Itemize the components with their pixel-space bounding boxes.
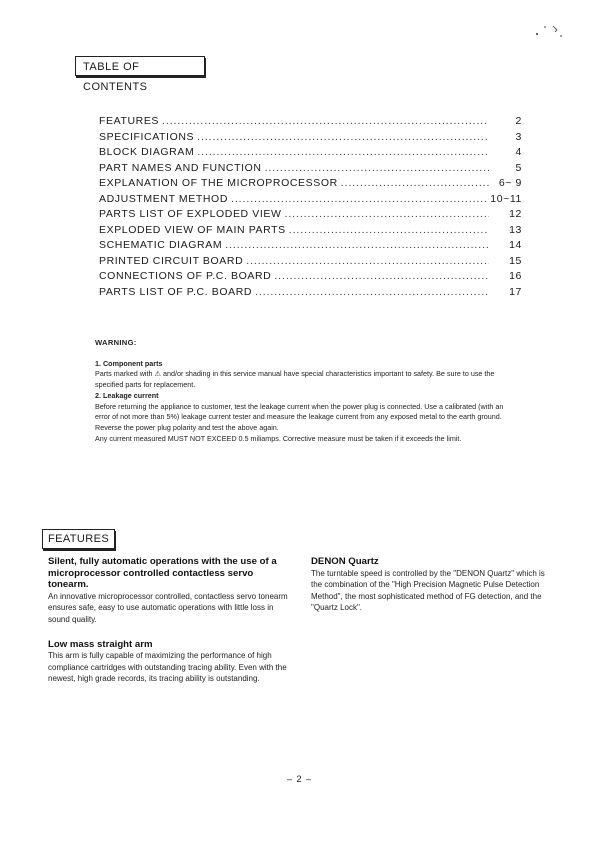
feature-section-servo-tonearm [48, 556, 293, 626]
toc-label: EXPLANATION OF THE MICROPROCESSOR [99, 177, 338, 189]
toc-label: PART NAMES AND FUNCTION [99, 161, 262, 174]
warning-item1-heading: 1. Component parts [95, 358, 163, 368]
feature-heading: DENON Quartz [311, 556, 379, 567]
toc-label: FEATURES [99, 115, 160, 127]
toc-leader [274, 269, 489, 285]
toc-entry-pcb-connections[interactable] [99, 269, 522, 285]
toc-leader [255, 285, 489, 301]
toc-page: 17 [509, 285, 522, 298]
scan-specks [531, 22, 571, 42]
toc-label: CONNECTIONS OF P.C. BOARD [99, 270, 272, 282]
feature-section-straight-arm [48, 639, 293, 685]
toc-title: TABLE OF CONTENTS [75, 56, 205, 76]
toc-page: 10~11 [490, 192, 522, 205]
warning-title: WARNING: [95, 338, 137, 347]
toc-entry-parts-exploded[interactable] [99, 207, 522, 223]
toc-page: 2 [515, 115, 522, 127]
toc-page: 16 [509, 270, 522, 282]
page-number: – 2 – [286, 774, 313, 784]
warning-item1-text: Parts marked with ⚠ and/or shading in this service manual have special characteristics important to safety. Be sure to use the specified parts for replacement. [95, 369, 495, 390]
toc-leader [246, 254, 489, 270]
warning-block [95, 338, 520, 444]
toc-list [99, 114, 522, 300]
toc-leader [197, 145, 489, 161]
toc-page: 15 [509, 254, 522, 267]
toc-label: SPECIFICATIONS [99, 130, 195, 143]
features-right-column [311, 556, 554, 627]
features-left-column [48, 556, 293, 698]
toc-label: EXPLODED VIEW OF MAIN PARTS [99, 223, 286, 236]
toc-label: BLOCK DIAGRAM [99, 146, 195, 158]
toc-entry-features[interactable] [99, 114, 522, 130]
toc-leader [341, 176, 489, 192]
toc-leader [265, 161, 489, 177]
toc-leader [285, 207, 490, 223]
toc-entry-pcb-parts[interactable] [99, 285, 522, 301]
toc-entry-microprocessor[interactable] [99, 176, 522, 192]
warning-item2-text-limit: Any current measured MUST NOT EXCEED 0.5 miliamps. Corrective measure must be taken if it exceeds the limit. [95, 433, 462, 443]
toc-label: PARTS LIST OF EXPLODED VIEW [99, 208, 282, 220]
toc-leader [225, 238, 489, 254]
feature-text: This arm is fully capable of maximizing the performance of high compliance cartridges with outstanding tracing ability. Even with the newest, high grade records, its tracing ability is outstanding. [48, 651, 287, 684]
toc-leader [162, 114, 489, 130]
toc-label: SCHEMATIC DIAGRAM [99, 239, 223, 251]
toc-entry-schematic[interactable] [99, 238, 522, 254]
toc-label: PRINTED CIRCUIT BOARD [99, 254, 244, 267]
toc-leader [289, 223, 489, 239]
feature-text: An innovative microprocessor controlled, contactless servo tonearm ensures safe, easy to use automatic operations with little loss in sound quality. [48, 591, 288, 624]
feature-text: The turntable speed is controlled by the "DENON Quartz" which is the combination of the "High Precision Magnetic Pulse Detection Method", the most sophisticated method of FG detection, and the "Quartz Lock". [311, 568, 545, 613]
toc-entry-exploded-view[interactable] [99, 223, 522, 239]
feature-heading: Silent, fully automatic operations with the use of a microprocessor controlled contactless servo tonearm. [48, 556, 277, 591]
toc-label: PARTS LIST OF P.C. BOARD [99, 285, 253, 298]
toc-label: ADJUSTMENT METHOD [99, 192, 229, 205]
toc-entry-pcb[interactable] [99, 254, 522, 270]
toc-page: 14 [509, 239, 522, 251]
toc-page: 13 [509, 223, 522, 236]
toc-leader [197, 130, 489, 146]
toc-page: 4 [515, 146, 522, 158]
warning-item2-heading: 2. Leakage current [95, 390, 159, 400]
toc-leader [231, 192, 487, 208]
feature-section-denon-quartz [311, 556, 554, 614]
toc-entry-adjustment[interactable] [99, 192, 522, 208]
toc-entry-part-names[interactable] [99, 161, 522, 177]
warning-item2-text: Before returning the appliance to customer, test the leakage current when the power plug is connected. Use a calibrated (with an error of not more than 5%) leakage current tester and measure the leakage current from any exposed metal to the earth ground. Reverse the power plug polarity and test the above again. [95, 401, 504, 432]
toc-page: 6~ 9 [498, 177, 522, 189]
toc-page: 5 [515, 161, 522, 174]
features-title: FEATURES [42, 529, 115, 549]
toc-page: 12 [509, 208, 522, 220]
toc-entry-specifications[interactable] [99, 130, 522, 146]
toc-page: 3 [515, 130, 522, 143]
toc-entry-block-diagram[interactable] [99, 145, 522, 161]
feature-heading: Low mass straight arm [48, 638, 153, 650]
